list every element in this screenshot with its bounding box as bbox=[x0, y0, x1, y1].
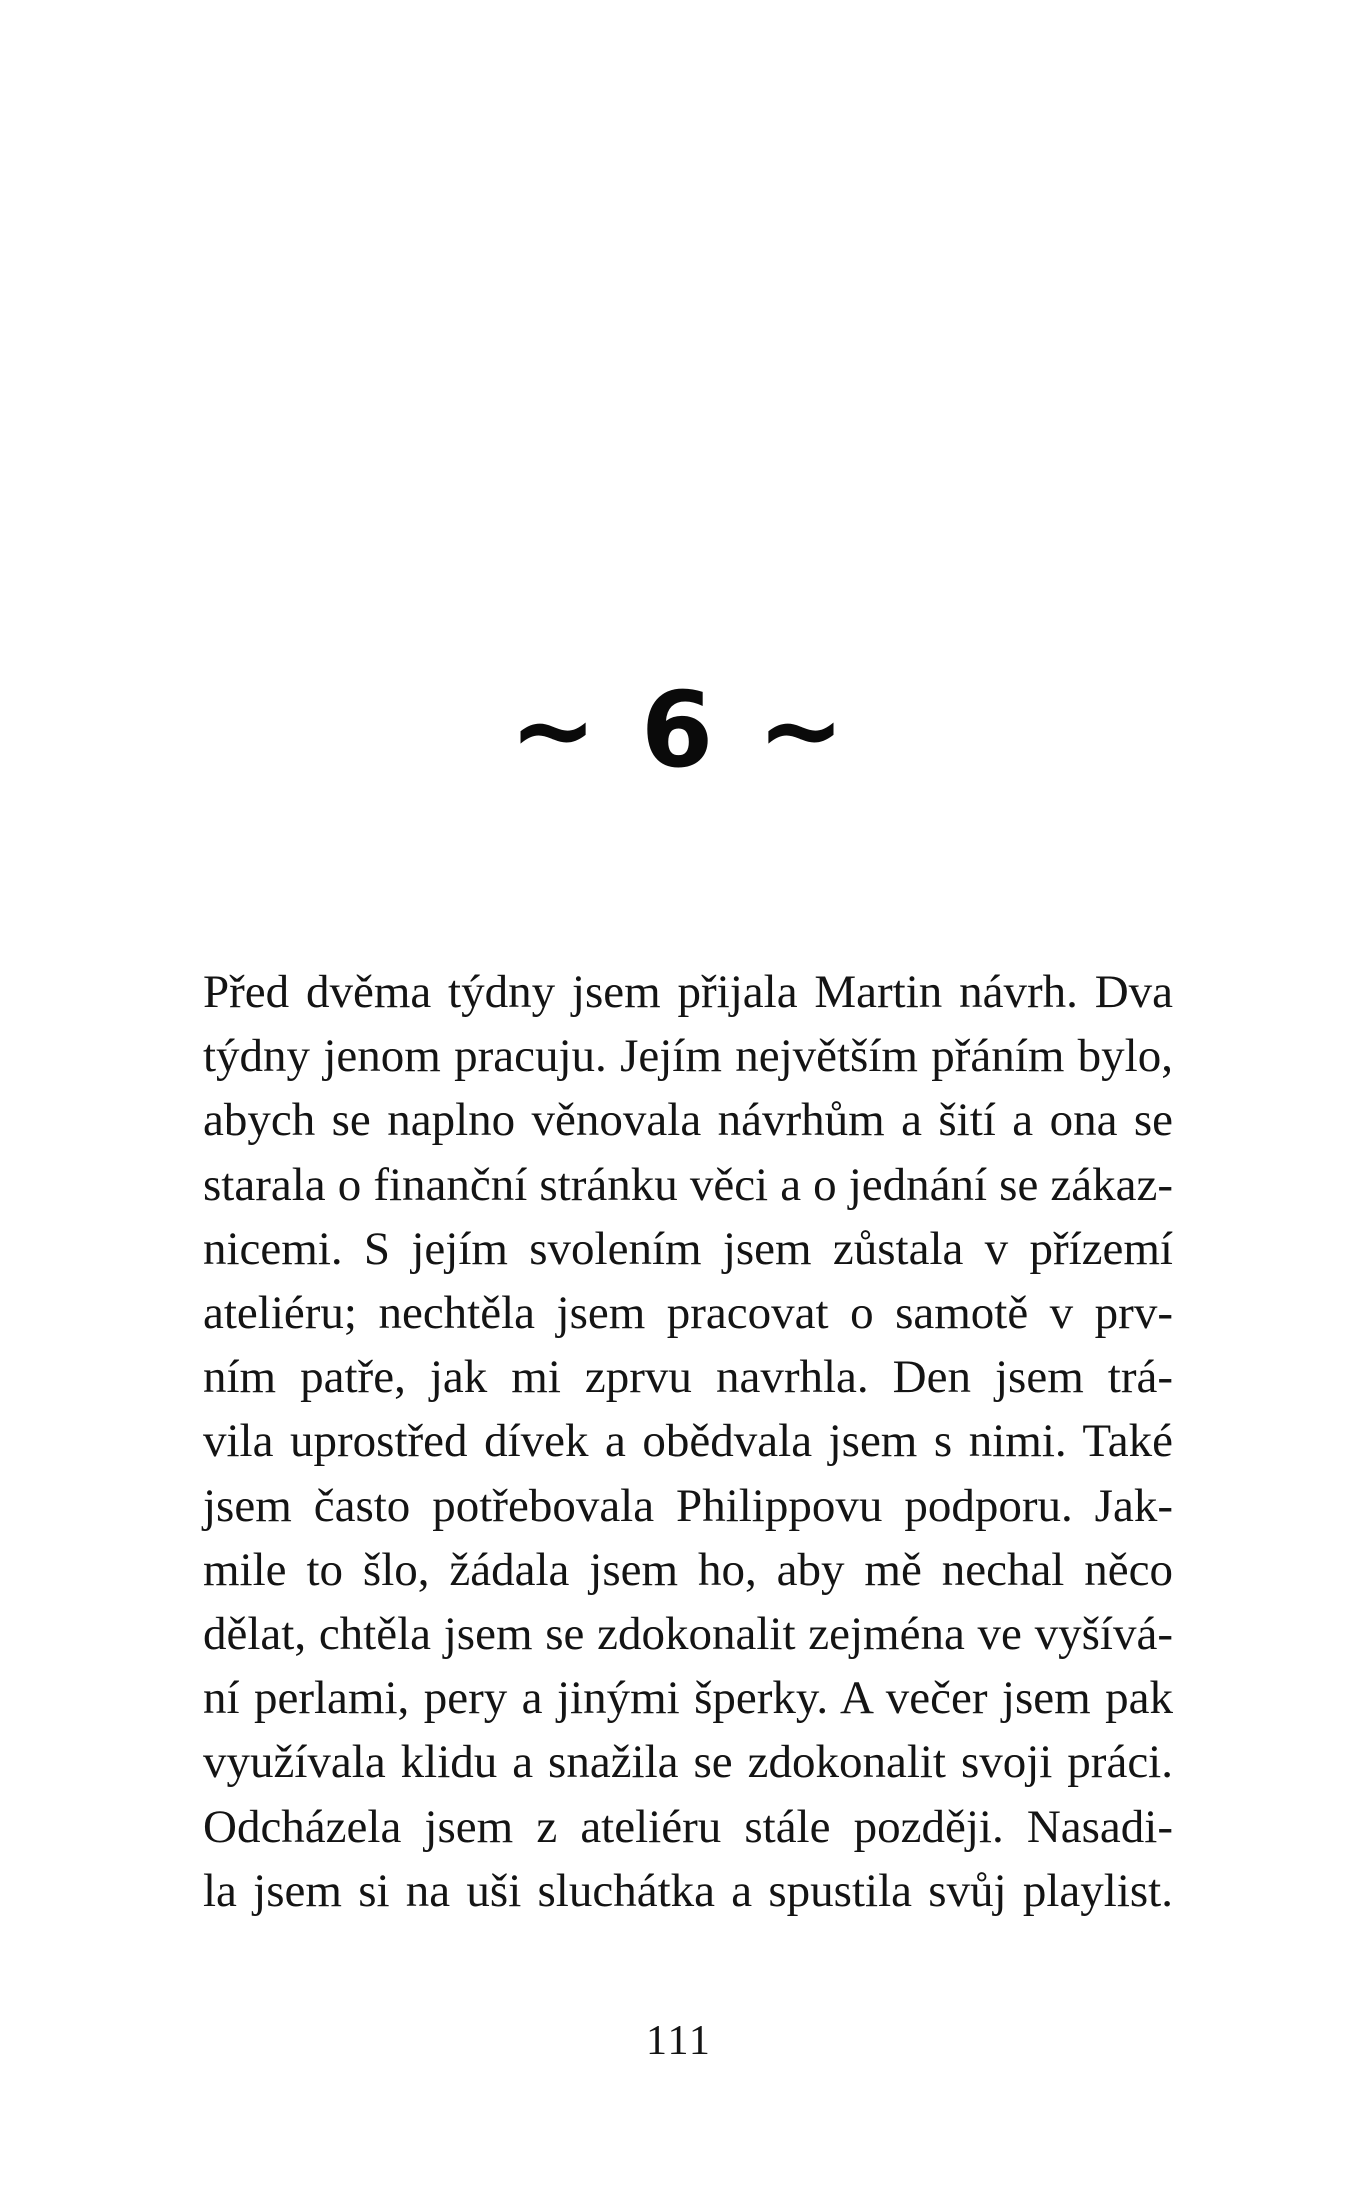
text-line: ateliéru; nechtěla jsem pracovat o samotě v prv- bbox=[203, 1287, 1173, 1340]
text-line: Odcházela jsem z ateliéru stále později. Nasadi- bbox=[203, 1800, 1173, 1853]
text-line: nicemi. S jejím svolením jsem zůstala v přízemí bbox=[203, 1222, 1173, 1275]
text-line: dělat, chtěla jsem se zdokonalit zejména ve vyšívá- bbox=[203, 1608, 1173, 1661]
text-line: využívala klidu a snažila se zdokonalit svoji práci. bbox=[203, 1736, 1173, 1789]
text-line: abych se naplno věnovala návrhům a šití a ona se bbox=[203, 1094, 1173, 1147]
text-line: jsem často potřebovala Philippovu podporu. Jak- bbox=[203, 1479, 1173, 1532]
text-line: mile to šlo, žádala jsem ho, aby mě nechal něco bbox=[203, 1543, 1173, 1596]
text-line: Před dvěma týdny jsem přijala Martin návrh. Dva bbox=[203, 966, 1173, 1018]
text-line: týdny jenom pracuju. Jejím největším přáním bylo, bbox=[203, 1030, 1173, 1083]
text-line: ním patře, jak mi zprvu navrhla. Den jsem trá- bbox=[203, 1351, 1173, 1404]
text-line: starala o finanční stránku věci a o jednání se zákaz- bbox=[203, 1158, 1173, 1211]
text-line: ní perlami, pery a jinými šperky. A večer jsem pak bbox=[203, 1672, 1173, 1725]
body-paragraph bbox=[203, 960, 1173, 1923]
chapter-heading: ~ 6 ~ bbox=[509, 669, 849, 791]
text-line: vila uprostřed dívek a obědvala jsem s nimi. Také bbox=[203, 1415, 1173, 1468]
page-number: 111 bbox=[646, 2018, 712, 2064]
text-line: la jsem si na uši sluchátka a spustila svůj playlist. bbox=[203, 1864, 1173, 1917]
